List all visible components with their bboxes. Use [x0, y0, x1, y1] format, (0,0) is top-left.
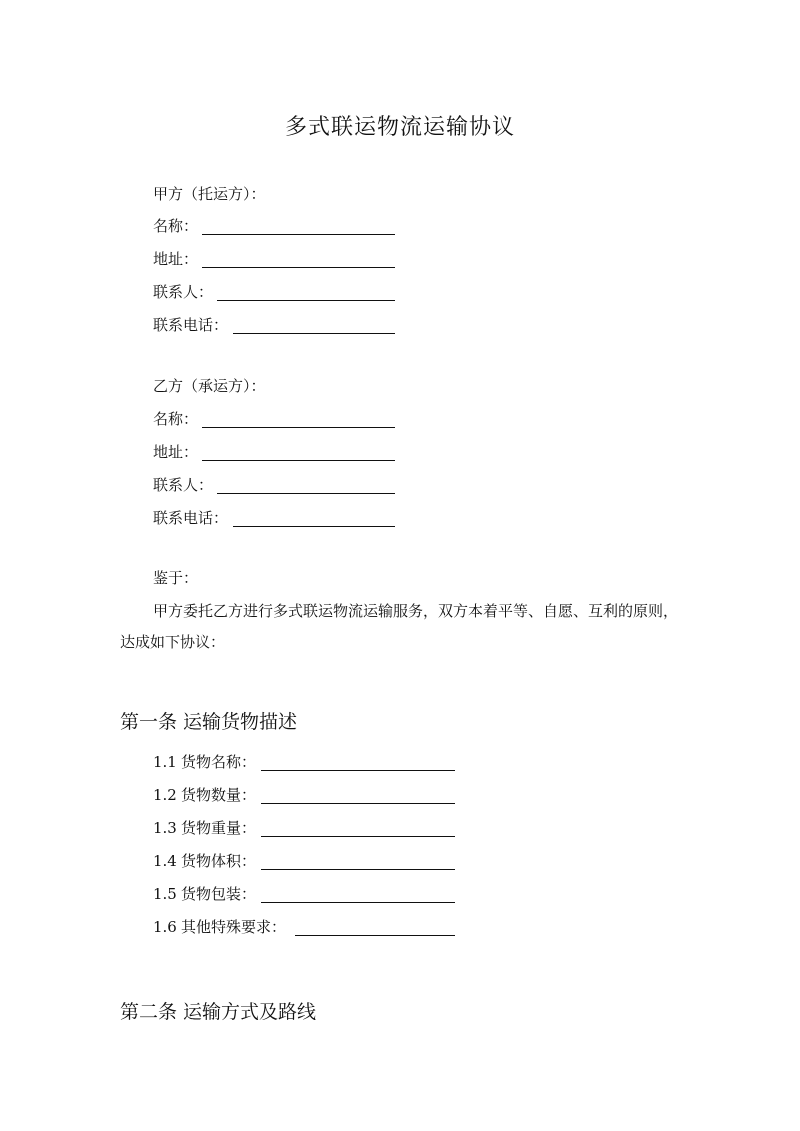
party-a-phone-label: 联系电话：: [153, 316, 229, 334]
whereas-paragraph: 甲方委托乙方进行多式联运物流运输服务，双方本着平等、自愿、互利的原则，达成如下协议：: [120, 602, 679, 651]
item-label: 货物名称：: [181, 753, 257, 771]
whereas-heading: 鉴于：: [153, 569, 199, 587]
item-label: 货物包装：: [181, 885, 257, 903]
cargo-packaging-field[interactable]: [261, 902, 455, 903]
article-1-item: [153, 851, 256, 871]
party-a-contact-field[interactable]: [217, 300, 395, 301]
special-requirements-field[interactable]: [295, 935, 455, 936]
item-number: 1.4: [153, 852, 177, 870]
party-a-name-label: 名称：: [153, 217, 199, 235]
article-2-heading: 第二条 运输方式及路线: [120, 1001, 317, 1023]
item-label: 货物重量：: [181, 819, 257, 837]
article-1-heading: 第一条 运输货物描述: [120, 711, 298, 733]
party-b-heading: 乙方（承运方）：: [153, 377, 266, 395]
article-1-item: [153, 785, 256, 805]
document-title: 多式联运物流运输协议: [284, 115, 515, 140]
item-number: 1.2: [153, 786, 177, 804]
party-a-phone-field[interactable]: [233, 333, 395, 334]
party-a-heading: 甲方（托运方）：: [153, 185, 266, 203]
party-a-address-label: 地址：: [153, 250, 199, 268]
article-1-item: [153, 752, 256, 772]
item-number: 1.5: [153, 885, 177, 903]
party-b-phone-field[interactable]: [233, 526, 395, 527]
party-b-name-field[interactable]: [202, 427, 395, 428]
cargo-quantity-field[interactable]: [261, 803, 455, 804]
party-b-contact-field[interactable]: [217, 493, 395, 494]
party-b-address-field[interactable]: [202, 460, 395, 461]
party-b-contact-label: 联系人：: [153, 476, 214, 494]
article-1-item: [153, 884, 256, 904]
cargo-weight-field[interactable]: [261, 836, 455, 837]
party-a-name-field[interactable]: [202, 234, 395, 235]
article-1-item: [153, 917, 286, 937]
cargo-volume-field[interactable]: [261, 869, 455, 870]
item-number: 1.3: [153, 819, 177, 837]
party-a-address-field[interactable]: [202, 267, 395, 268]
item-number: 1.6: [153, 918, 177, 936]
cargo-name-field[interactable]: [261, 770, 455, 771]
party-b-address-label: 地址：: [153, 443, 199, 461]
item-number: 1.1: [153, 753, 177, 771]
article-1-item: [153, 818, 256, 838]
item-label: 货物体积：: [181, 852, 257, 870]
party-a-contact-label: 联系人：: [153, 283, 214, 301]
item-label: 货物数量：: [181, 786, 257, 804]
item-label: 其他特殊要求：: [181, 918, 287, 936]
party-b-phone-label: 联系电话：: [153, 509, 229, 527]
party-b-name-label: 名称：: [153, 410, 199, 428]
